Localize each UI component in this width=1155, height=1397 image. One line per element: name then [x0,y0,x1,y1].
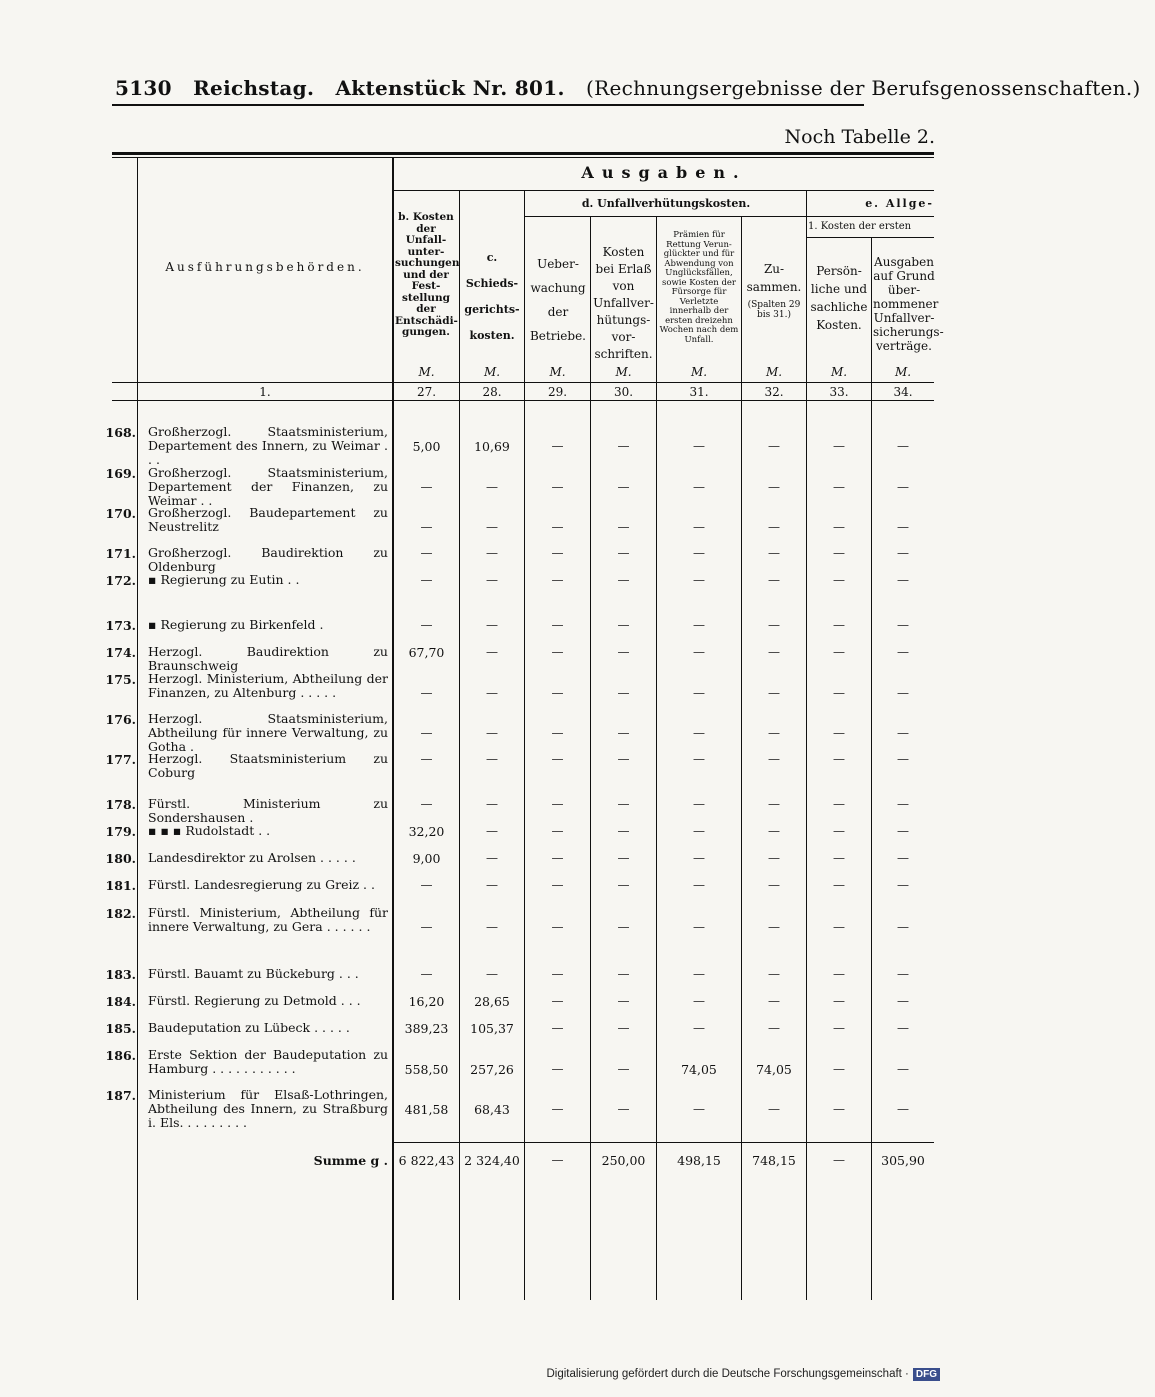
row-value-c30: — [617,1102,630,1116]
row-value-c34: — [897,618,909,632]
row-value-c33: — [833,573,845,587]
row-value-c33: — [833,994,845,1008]
row-value-c34: — [897,1102,909,1116]
row-value-c28: — [486,686,498,700]
row-value-c28: — [486,645,498,659]
row-value-c32: — [768,573,780,587]
row-value-c30: — [617,546,630,560]
row-value-c31: — [693,618,705,632]
row-number: 183. [105,967,136,982]
row-value-c34: — [897,480,909,494]
running-header [115,76,1155,100]
row-value-c33: — [833,480,845,494]
col-divider-28 [524,191,525,1300]
dfg-logo: DFG [913,1368,940,1381]
row-value-c27: 389,23 [404,1021,449,1036]
row-value-c33: — [833,967,845,981]
row-value-c29: — [551,573,564,587]
row-value-c33: — [833,1062,845,1076]
row-value-c31: — [693,1021,705,1035]
row-value-c33: — [833,618,845,632]
row-value-c33: — [833,920,845,934]
row-authority: ▪ Regierung zu Birkenfeld . [148,617,324,632]
unit-label: M. [830,365,848,379]
row-value-c28: — [486,520,498,534]
row-value-c32: — [768,645,780,659]
row-authority: Herzogl. Baudirektion zu Braunschweig [148,644,388,673]
row-number: 186. [105,1048,136,1063]
unit-label: M. [765,365,783,379]
row-value-c31: — [693,546,705,560]
row-value-c27: 32,20 [408,824,445,839]
row-number: 174. [105,645,136,660]
row-value-c27: 5,00 [412,439,441,454]
row-value-c32: — [768,1021,780,1035]
row-value-c31: — [693,824,705,838]
document-subject: (Rechnungsergebnisse der Berufsgenossenschaften.) [586,76,1141,100]
row-number: 177. [105,752,136,767]
sum-value-c32: 748,15 [752,1153,796,1168]
row-authority: Baudeputation zu Lübeck . . . . . [148,1020,350,1035]
row-value-c34: — [897,1021,909,1035]
row-value-c34: — [897,726,909,740]
row-value-c30: — [617,520,630,534]
row-authority: Großherzogl. Baudepartement zu Neustrelitz [148,505,388,534]
row-value-c30: — [617,824,630,838]
row-number: 168. [105,425,136,440]
row-value-c27: 9,00 [412,851,441,866]
row-value-c29: — [551,546,564,560]
row-authority: Herzogl. Staatsministerium, Abtheilung für innere Verwaltung, zu Gotha . [148,711,388,754]
row-value-c34: — [897,1062,909,1076]
row-value-c31: — [693,797,705,811]
row-value-c32: — [768,994,780,1008]
row-authority: Herzogl. Staatsministerium zu Coburg [148,751,388,780]
row-value-c32: — [768,797,780,811]
row-value-c34: — [897,967,909,981]
row-number: 185. [105,1021,136,1036]
row-value-c29: — [551,1102,564,1116]
sum-label: Summe g . [313,1153,388,1168]
row-value-c33: — [833,686,845,700]
row-value-c31: — [693,994,705,1008]
row-value-c30: — [617,1021,630,1035]
row-value-c30: — [617,920,630,934]
row-value-c33: — [833,1021,845,1035]
row-value-c34: — [897,994,909,1008]
row-value-c30: — [617,480,630,494]
row-value-c29: — [551,480,564,494]
row-value-c34: — [897,573,909,587]
row-value-c33: — [833,797,845,811]
row-value-c33: — [833,1102,845,1116]
row-value-c31: — [693,439,705,453]
row-number: 171. [105,546,136,561]
row-value-c30: — [617,573,630,587]
row-value-c33: — [833,439,845,453]
row-value-c30: — [617,967,630,981]
row-value-c31: — [693,645,705,659]
row-value-c28: — [486,797,498,811]
row-value-c31: — [693,967,705,981]
row-number: 178. [105,797,136,812]
row-value-c34: — [897,520,909,534]
footer-credit [546,1368,940,1381]
authority-column-header: Ausführungsbehörden. [165,260,365,274]
row-value-c34: — [897,686,909,700]
column-number: 32. [764,385,784,399]
row-value-c33: — [833,546,845,560]
row-value-c28: 10,69 [474,439,510,454]
row-value-c31: — [693,752,705,766]
sum-value-c31: 498,15 [677,1153,721,1168]
row-authority: ▪ Regierung zu Eutin . . [148,572,300,587]
row-value-c27: — [420,752,433,766]
row-value-c28: — [486,480,498,494]
sum-value-c29: — [551,1153,564,1167]
row-value-c34: — [897,878,909,892]
row-number: 172. [105,573,136,588]
row-authority: Fürstl. Landesregierung zu Greiz . . [148,877,375,892]
row-value-c29: — [551,686,564,700]
row-value-c32: — [768,618,780,632]
column-number: 31. [689,385,709,399]
row-value-c27: — [420,573,433,587]
row-value-c27: — [420,546,433,560]
unit-label: M. [483,365,501,379]
row-value-c29: — [551,824,564,838]
page-number: 5130 [115,76,172,100]
row-value-c30: — [617,726,630,740]
row-value-c32: — [768,546,780,560]
sum-value-c34: 305,90 [881,1153,925,1168]
group-header-rule [393,190,934,191]
row-value-c34: — [897,920,909,934]
row-value-c29: — [551,994,564,1008]
row-value-c28: — [486,726,498,740]
row-value-c34: — [897,797,909,811]
row-value-c31: — [693,520,705,534]
row-authority: Großherzogl. Staatsministerium, Departement der Finanzen, zu Weimar . . [148,465,388,508]
col-divider-no [137,158,138,1300]
row-value-c27: — [420,920,433,934]
row-value-c34: — [897,824,909,838]
header-bottom-rule [112,382,934,383]
row-authority: Fürstl. Ministerium, Abtheilung für innere Verwaltung, zu Gera . . . . . . [148,905,388,934]
col-c-header: c. Schieds-gerichts-kosten. [464,251,520,342]
row-value-c27: — [420,618,433,632]
row-value-c34: — [897,752,909,766]
row-authority: Herzogl. Ministerium, Abtheilung der Finanzen, zu Altenburg . . . . . [148,671,388,700]
column-number: 1. [259,385,271,399]
row-value-c28: — [486,618,498,632]
subgroup-rule [525,216,934,217]
col-33-header: Persön-liche und sachliche Kosten. [810,264,868,332]
col-32-header: Zu-sammen. [746,262,802,294]
col-29-header: Ueber-wachung der Betriebe. [529,257,586,343]
table-top-rule [112,152,934,155]
row-value-c31: — [693,878,705,892]
general-costs-header: e. Allge- [865,197,934,210]
row-value-c28: 257,26 [470,1062,514,1077]
row-value-c34: — [897,439,909,453]
row-value-c30: — [617,686,630,700]
row-value-c33: — [833,645,845,659]
row-value-c29: — [551,645,564,659]
publication-name: Reichstag. [193,76,315,100]
row-number: 181. [105,878,136,893]
row-authority: Fürstl. Regierung zu Detmold . . . [148,993,361,1008]
row-value-c27: 67,70 [408,645,445,660]
row-value-c32: — [768,1102,780,1116]
row-authority: Erste Sektion der Baudeputation zu Hamburg . . . . . . . . . . . [148,1047,388,1076]
row-number: 179. [105,824,136,839]
row-value-c31: — [693,573,705,587]
row-value-c29: — [551,1062,564,1076]
row-number: 182. [105,906,136,921]
row-value-c33: — [833,520,845,534]
sum-value-c30: 250,00 [601,1153,646,1168]
row-value-c34: — [897,546,909,560]
row-value-c28: — [486,824,498,838]
row-number: 173. [105,618,136,633]
row-value-c27: 481,58 [404,1102,449,1117]
row-value-c27: 16,20 [408,994,445,1009]
row-number: 180. [105,851,136,866]
footer-text: Digitalisierung gefördert durch die Deutsche Forschungsgemeinschaft · [546,1368,909,1380]
row-value-c31: — [693,480,705,494]
row-value-c31: — [693,1102,705,1116]
row-value-c27: — [420,520,433,534]
row-authority: Fürstl. Ministerium zu Sondershausen . [148,796,388,825]
row-value-c29: — [551,439,564,453]
row-value-c29: — [551,851,564,865]
row-value-c33: — [833,878,845,892]
row-value-c32: — [768,967,780,981]
row-value-c29: — [551,967,564,981]
row-value-c30: — [617,797,630,811]
col-divider-27 [459,191,460,1300]
unit-label: M. [418,365,435,379]
row-value-c28: 28,65 [474,994,510,1009]
row-value-c30: — [617,439,630,453]
row-value-c32: — [768,726,780,740]
row-value-c32: — [768,480,780,494]
table-top-rule-thin [112,157,934,158]
row-number: 170. [105,506,136,521]
sum-value-c33: — [833,1153,845,1167]
column-number: 29. [547,385,568,399]
row-value-c33: — [833,824,845,838]
col-31-header: Prämien für Rettung Verun-glückter und für Abwendung von Unglücksfällen, sowie Kosten der Fürsorge für Verletzte innerhalb der ersten dreizehn Wochen nach dem Unfall. [659,230,739,345]
row-authority: Landesdirektor zu Arolsen . . . . . [148,850,356,865]
row-value-c27: — [420,878,433,892]
row-value-c30: — [617,618,630,632]
row-number: 176. [105,712,136,727]
unit-label: M. [549,365,566,379]
row-value-c29: — [551,797,564,811]
row-value-c32: — [768,851,780,865]
row-value-c29: — [551,520,564,534]
row-value-c27: — [420,797,433,811]
row-value-c27: — [420,480,433,494]
expenses-group-header: Ausgaben. [581,163,747,182]
row-value-c28: — [486,546,498,560]
row-value-c29: — [551,618,564,632]
row-authority: ▪ ▪ ▪ Rudolstadt . . [148,823,271,838]
column-number-rule [112,400,934,401]
col-divider-32 [806,191,807,1300]
row-value-c28: — [486,967,498,981]
row-value-c33: — [833,726,845,740]
document-number: Aktenstück Nr. 801. [335,76,565,100]
row-number: 169. [105,466,136,481]
row-value-c29: — [551,726,564,740]
row-authority: Großherzogl. Baudirektion zu Oldenburg [148,545,388,574]
row-value-c27: 558,50 [404,1062,449,1077]
column-number: 30. [613,385,634,399]
row-value-c32: — [768,752,780,766]
row-value-c34: — [897,645,909,659]
row-value-c28: — [486,573,498,587]
column-number: 34. [893,385,913,399]
column-number: 28. [482,385,502,399]
row-number: 175. [105,672,136,687]
col-b-header: b. Kosten der Unfall-unter-suchungen und der Fest-stellung der Entschädi-gungen. [395,211,460,338]
row-value-c32: — [768,686,780,700]
row-value-c32: — [768,920,780,934]
col-30-header: Kosten bei Erlaß von Unfallver-hütungs-vor-schriften. [593,245,654,361]
row-value-c30: — [617,645,630,659]
header-rule [112,104,864,106]
col-32-note: (Spalten 29 bis 31.) [747,300,801,320]
row-value-c30: — [617,1062,630,1076]
unit-label: M. [615,365,632,379]
column-number: 33. [829,385,849,399]
continuation-label: Noch Tabelle 2. [784,126,935,148]
row-authority: Großherzogl. Staatsministerium, Departement des Innern, zu Weimar . . . [148,424,388,467]
row-value-c28: 105,37 [470,1021,514,1036]
row-value-c32: — [768,878,780,892]
row-value-c32: — [768,824,780,838]
row-value-c34: — [897,851,909,865]
row-value-c31: — [693,726,705,740]
row-value-c28: — [486,878,498,892]
row-value-c29: — [551,878,564,892]
row-value-c29: — [551,1021,564,1035]
row-value-c27: — [420,686,433,700]
unit-label: M. [690,365,708,379]
row-value-c28: — [486,920,498,934]
row-value-c33: — [833,851,845,865]
row-value-c29: — [551,920,564,934]
col-34-header: Ausgaben auf Grund über-nommener Unfallver-sicherungs-verträge. [873,255,944,353]
unit-label: M. [894,365,912,379]
row-value-c32: 74,05 [756,1062,792,1077]
row-value-c28: — [486,851,498,865]
row-authority: Fürstl. Bauamt zu Bückeburg . . . [148,966,359,981]
row-value-c33: — [833,752,845,766]
row-value-c30: — [617,752,630,766]
first-costs-header: 1. Kosten der ersten [808,221,912,232]
sum-value-c27: 6 822,43 [398,1153,455,1168]
row-value-c32: — [768,439,780,453]
sum-rule [393,1142,934,1143]
row-value-c27: — [420,726,433,740]
row-number: 187. [105,1088,136,1103]
row-number: 184. [105,994,136,1009]
row-value-c28: 68,43 [474,1102,510,1117]
row-value-c27: — [420,967,433,981]
row-value-c29: — [551,752,564,766]
row-value-c31: — [693,686,705,700]
row-value-c31: 74,05 [681,1062,717,1077]
row-value-c28: — [486,752,498,766]
row-value-c31: — [693,920,705,934]
row-value-c32: — [768,520,780,534]
accident-prevention-header: d. Unfallverhütungskosten. [581,197,751,210]
sum-value-c28: 2 324,40 [464,1153,520,1168]
row-value-c30: — [617,994,630,1008]
row-authority: Ministerium für Elsaß-Lothringen, Abtheilung des Innern, zu Straßburg i. Els. . . . . . . . . [148,1087,388,1130]
column-number: 27. [416,385,437,399]
row-value-c30: — [617,851,630,865]
row-value-c30: — [617,878,630,892]
row-value-c31: — [693,851,705,865]
